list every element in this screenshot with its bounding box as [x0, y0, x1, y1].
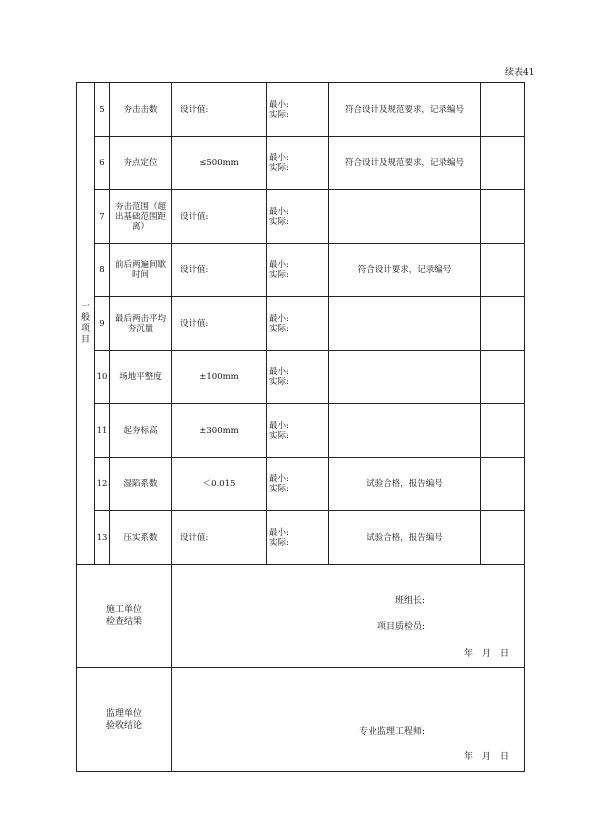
- item-name: 夯点定位: [110, 137, 172, 190]
- min-label: 最小:: [269, 206, 289, 217]
- table-row: [77, 137, 525, 190]
- actual-label: 实际:: [269, 216, 289, 227]
- actual-label: 实际:: [269, 270, 289, 280]
- item-name: 湿陷系数: [110, 458, 172, 511]
- category-cell: [77, 83, 95, 565]
- result-cell[interactable]: [481, 137, 525, 190]
- supervision-date-label: 年 月 日: [464, 752, 510, 762]
- requirement-cell: ±300mm: [172, 404, 267, 458]
- table-row: [77, 297, 525, 351]
- item-name: 压实系数: [110, 511, 172, 565]
- min-actual-cell: [267, 511, 329, 565]
- item-number: 6: [95, 137, 110, 190]
- supervision-unit-label: 监理单位: [105, 708, 142, 719]
- category-char: 一: [80, 301, 90, 312]
- construction-section: [77, 565, 525, 668]
- requirement-cell: 设计值:: [172, 244, 267, 297]
- requirement-cell: ±100mm: [172, 351, 267, 404]
- supervision-engineer-label: 专业监理工程师:: [359, 727, 426, 737]
- min-actual-cell: [267, 244, 329, 297]
- supervision-signature-cell[interactable]: [172, 668, 525, 772]
- min-actual-cell: [267, 351, 329, 404]
- item-number: 10: [95, 351, 110, 404]
- result-cell[interactable]: [481, 83, 525, 137]
- check-method-cell: 符合设计要求，记录编号: [329, 244, 481, 297]
- table-row: [77, 511, 525, 565]
- actual-label: 实际:: [269, 484, 289, 494]
- result-cell[interactable]: [481, 244, 525, 297]
- category-char: 项: [80, 323, 90, 334]
- requirement-cell: 设计值:: [172, 190, 267, 244]
- result-cell[interactable]: [481, 297, 525, 351]
- table-row: [77, 351, 525, 404]
- continued-table-label: 续表41: [505, 68, 535, 78]
- actual-label: 实际:: [269, 430, 289, 441]
- min-actual-cell: [267, 297, 329, 351]
- item-name: 前后两遍间歇时间: [110, 244, 172, 297]
- check-method-cell: [329, 351, 481, 404]
- min-actual-cell: [267, 404, 329, 458]
- item-name: 起夯标高: [110, 404, 172, 458]
- actual-label: 实际:: [269, 377, 289, 387]
- table-row: [77, 244, 525, 297]
- item-number: 8: [95, 244, 110, 297]
- check-method-cell: 试验合格，报告编号: [329, 458, 481, 511]
- construction-unit-label: 施工单位: [105, 605, 142, 615]
- check-method-cell: 符合设计及规范要求，记录编号: [329, 137, 481, 190]
- min-actual-cell: [267, 137, 329, 190]
- min-label: 最小:: [269, 474, 289, 484]
- construction-date-label: 年 月 日: [464, 649, 510, 659]
- requirement-cell: 设计值:: [172, 83, 267, 137]
- min-label: 最小:: [269, 99, 289, 110]
- requirement-cell: ＜0.015: [172, 458, 267, 511]
- actual-label: 实际:: [269, 537, 289, 548]
- category-char: 目: [80, 334, 90, 345]
- result-cell[interactable]: [481, 511, 525, 565]
- supervision-label-cell: [77, 668, 172, 772]
- item-number: 12: [95, 458, 110, 511]
- check-method-cell: 符合设计及规范要求，记录编号: [329, 83, 481, 137]
- min-label: 最小:: [269, 527, 289, 538]
- requirement-cell: 设计值:: [172, 297, 267, 351]
- item-name: 场地平整度: [110, 351, 172, 404]
- min-label: 最小:: [269, 313, 289, 324]
- check-result-label: 检查结果: [105, 617, 142, 627]
- item-number: 7: [95, 190, 110, 244]
- quality-inspector-label: 项目质检员:: [377, 622, 426, 632]
- category-char: 般: [80, 312, 90, 323]
- min-actual-cell: [267, 190, 329, 244]
- min-actual-cell: [267, 458, 329, 511]
- min-label: 最小:: [269, 367, 289, 377]
- item-name: 最后两击平均夯沉量: [110, 297, 172, 351]
- item-number: 9: [95, 297, 110, 351]
- check-method-cell: [329, 297, 481, 351]
- table-row: [77, 404, 525, 458]
- min-label: 最小:: [269, 260, 289, 270]
- acceptance-conclusion-label: 验收结论: [105, 720, 142, 731]
- table-row: [77, 190, 525, 244]
- team-leader-label: 班组长:: [395, 596, 426, 606]
- item-number: 11: [95, 404, 110, 458]
- result-cell[interactable]: [481, 458, 525, 511]
- actual-label: 实际:: [269, 163, 289, 173]
- item-name: 夯击击数: [110, 83, 172, 137]
- supervision-section: [77, 668, 525, 772]
- inspection-table: [76, 82, 525, 772]
- construction-label-cell: [77, 565, 172, 668]
- actual-label: 实际:: [269, 109, 289, 120]
- min-actual-cell: [267, 83, 329, 137]
- result-cell[interactable]: [481, 190, 525, 244]
- table-row: [77, 458, 525, 511]
- requirement-cell: ≤500mm: [172, 137, 267, 190]
- check-method-cell: [329, 190, 481, 244]
- min-label: 最小:: [269, 153, 289, 163]
- check-method-cell: [329, 404, 481, 458]
- actual-label: 实际:: [269, 323, 289, 334]
- item-number: 5: [95, 83, 110, 137]
- result-cell[interactable]: [481, 351, 525, 404]
- table-row: [77, 83, 525, 137]
- construction-signature-cell[interactable]: [172, 565, 525, 668]
- min-label: 最小:: [269, 420, 289, 431]
- item-number: 13: [95, 511, 110, 565]
- result-cell[interactable]: [481, 404, 525, 458]
- item-name: 夯击范围（超出基础范围距离）: [110, 190, 172, 244]
- check-method-cell: 试验合格，报告编号: [329, 511, 481, 565]
- requirement-cell: 设计值:: [172, 511, 267, 565]
